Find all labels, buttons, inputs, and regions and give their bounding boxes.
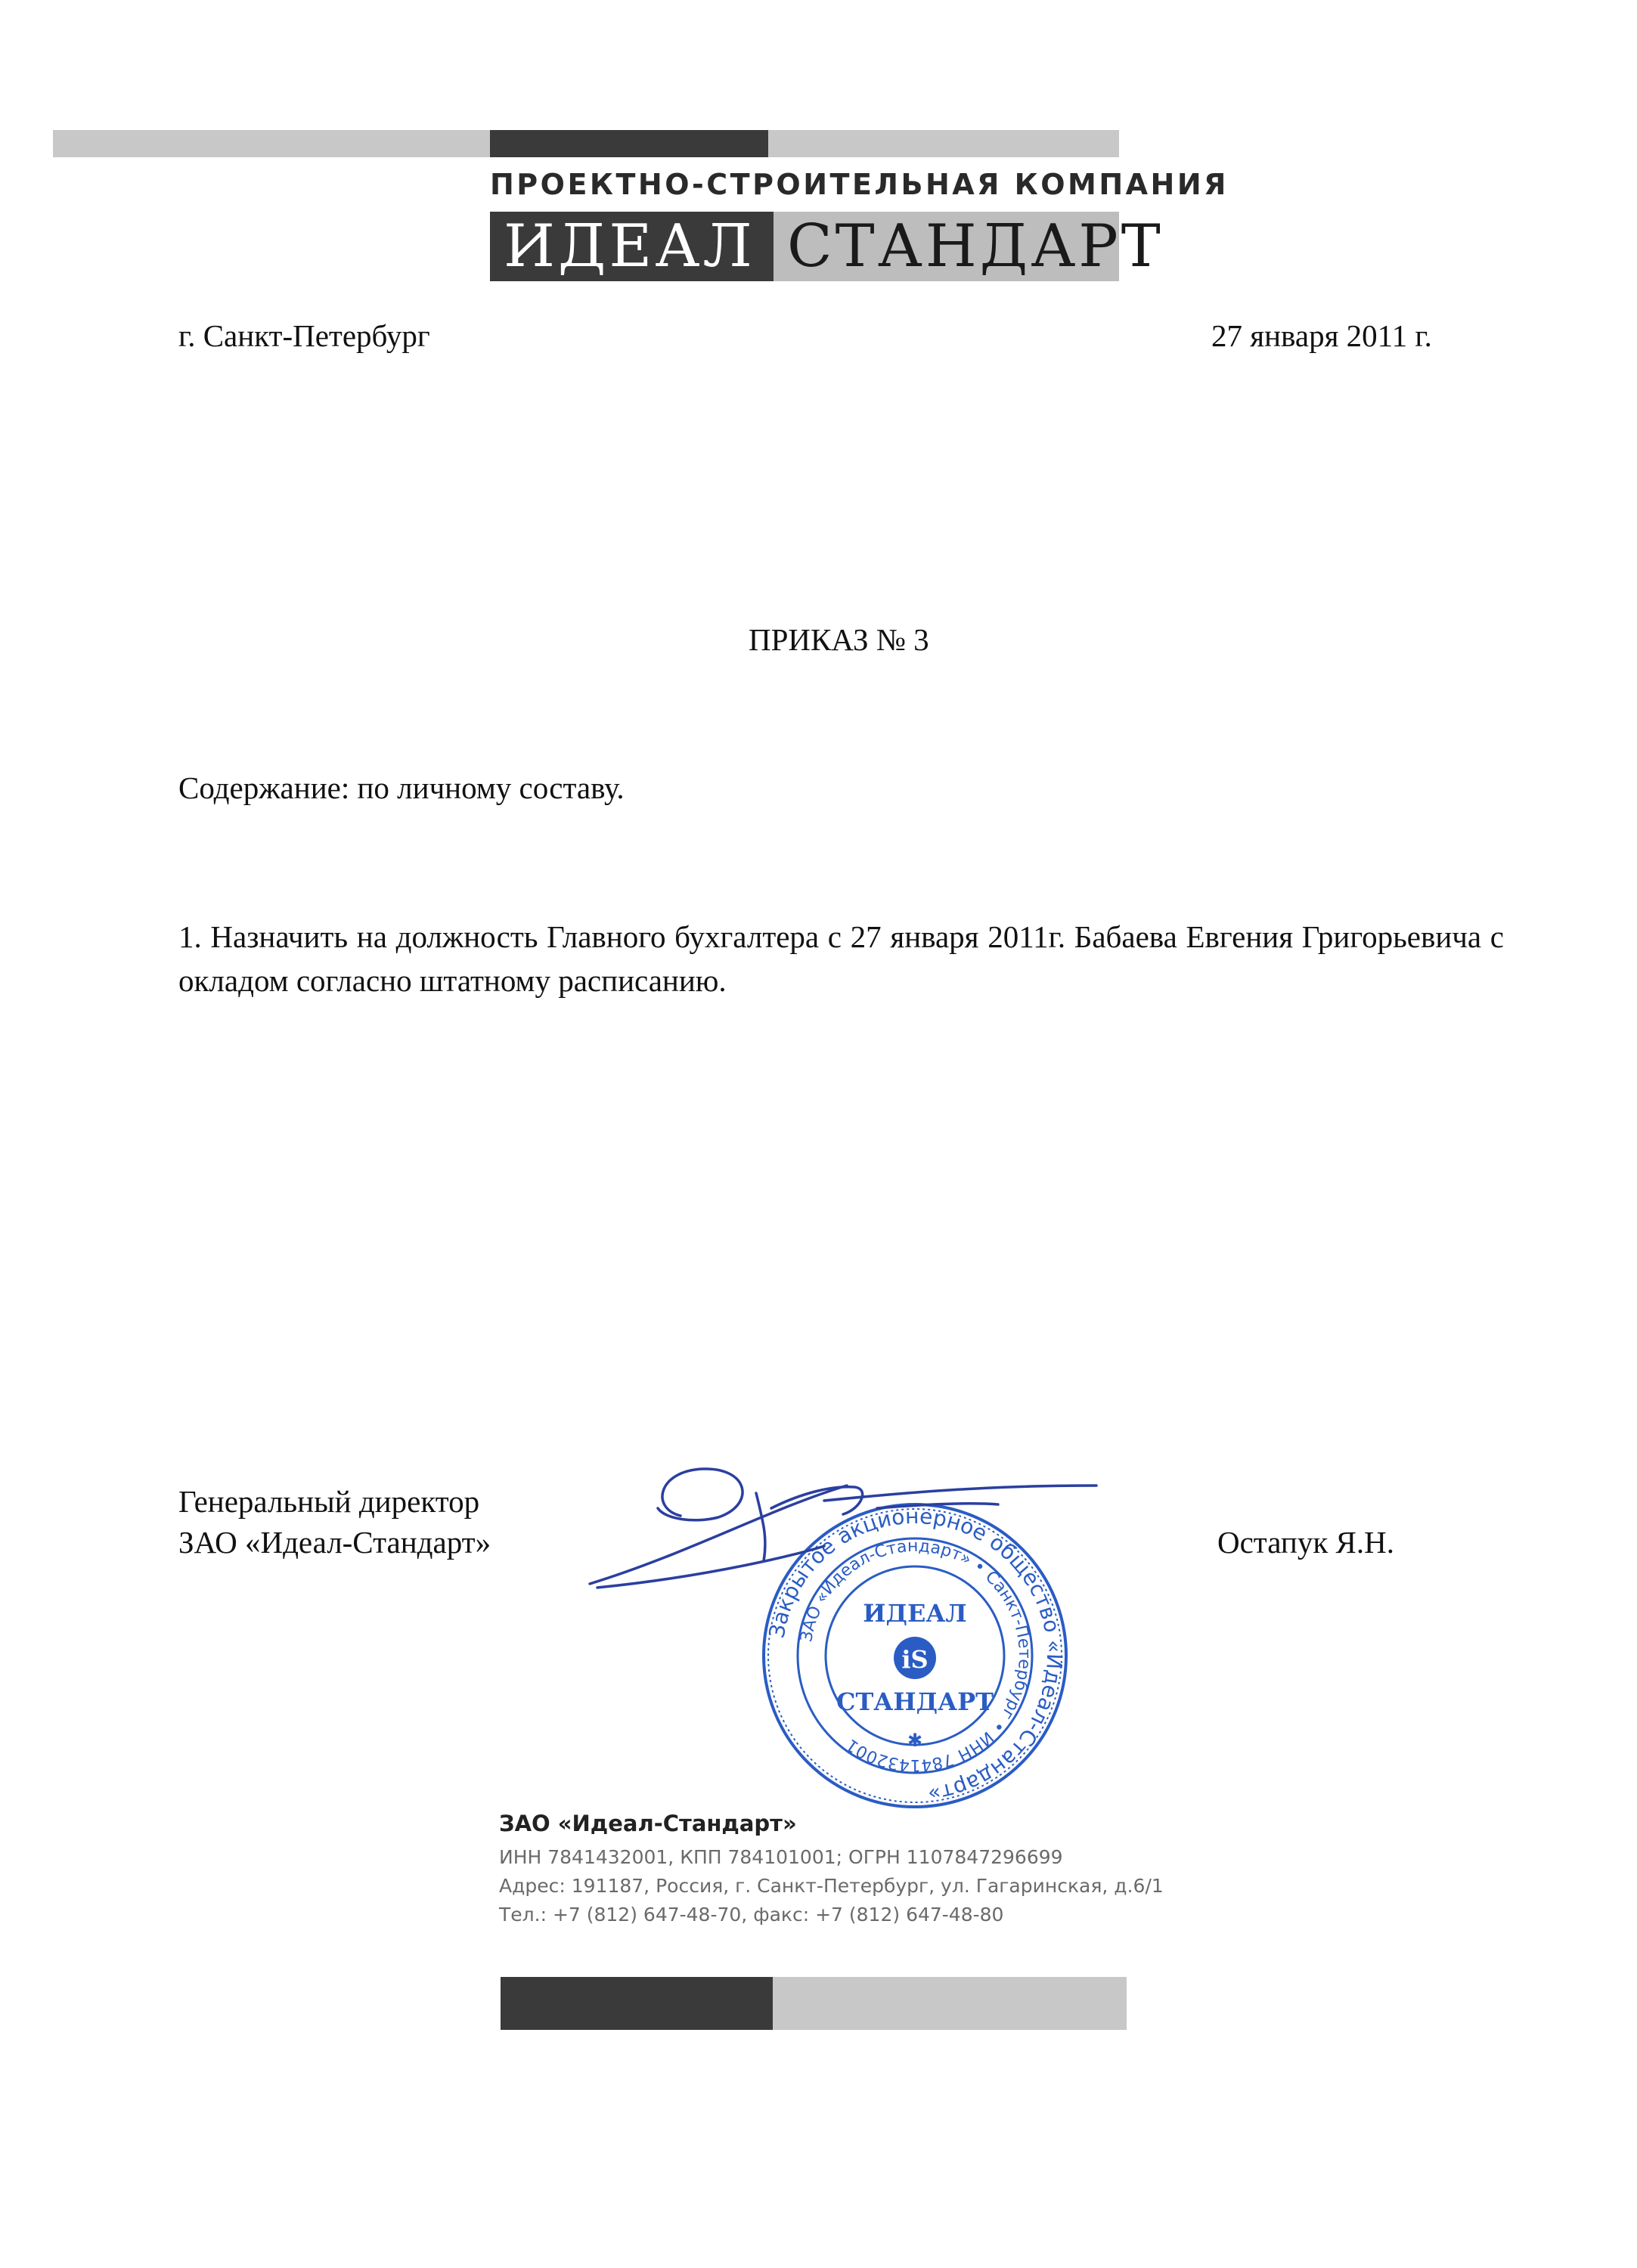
- header-bar-light-right: [768, 130, 1119, 157]
- city: г. Санкт-Петербург: [178, 318, 430, 353]
- signer-name: Остапук Я.Н.: [1217, 1525, 1394, 1560]
- footer-address: Адрес: 191187, Россия, г. Санкт-Петербург, ул. Гагаринская, д.6/1: [499, 1875, 1164, 1897]
- order-title: ПРИКАЗ № 3: [749, 622, 929, 657]
- logo-standart: [774, 212, 1164, 281]
- stamp-star-icon: ✱: [907, 1730, 923, 1751]
- stamp-center-top: ИДЕАЛ: [863, 1599, 967, 1628]
- stamp-inner-text: ЗАО «Идеал-Стандарт» • Санкт-Петербург • ИНН 7841432001: [797, 1536, 1034, 1775]
- header-bar-dark: [490, 130, 768, 157]
- logo-ideal-text: ИДЕАЛ: [504, 212, 755, 280]
- signer-position-line1: Генеральный директор: [178, 1484, 480, 1519]
- stamp-center-mark: iS: [901, 1645, 929, 1674]
- handwritten-signature: [575, 1463, 1104, 1599]
- signer-position-line2: ЗАО «Идеал-Стандарт»: [178, 1525, 491, 1560]
- footer-bar-dark: [501, 1977, 773, 2030]
- document-date: 27 января 2011 г.: [1211, 318, 1432, 353]
- order-item-1: 1. Назначить на должность Главного бухгалтера с 27 января 2011г. Бабаева Евгения Григорьевича с окладом согласно штатному расписанию.: [178, 919, 1504, 998]
- logo-ideal: [490, 212, 774, 281]
- logo-standart-text: СТАНДАРТ: [787, 212, 1164, 280]
- footer-ids: ИНН 7841432001, КПП 784101001; ОГРН 1107847296699: [499, 1846, 1063, 1868]
- stamp-center-bottom: СТАНДАРТ: [836, 1687, 994, 1716]
- footer-bar-light: [773, 1977, 1127, 2030]
- header-bar-light: [53, 130, 490, 157]
- footer-phone: Тел.: +7 (812) 647-48-70, факс: +7 (812) 647-48-80: [499, 1904, 1004, 1926]
- company-tagline: ПРОЕКТНО-СТРОИТЕЛЬНАЯ КОМПАНИЯ: [490, 168, 1229, 201]
- stamp-outer-text: Закрытое акционерное общество «Идеал-Стандарт»: [764, 1503, 1068, 1808]
- footer-company-name: ЗАО «Идеал-Стандарт»: [499, 1811, 797, 1836]
- order-subject: Содержание: по личному составу.: [178, 770, 625, 805]
